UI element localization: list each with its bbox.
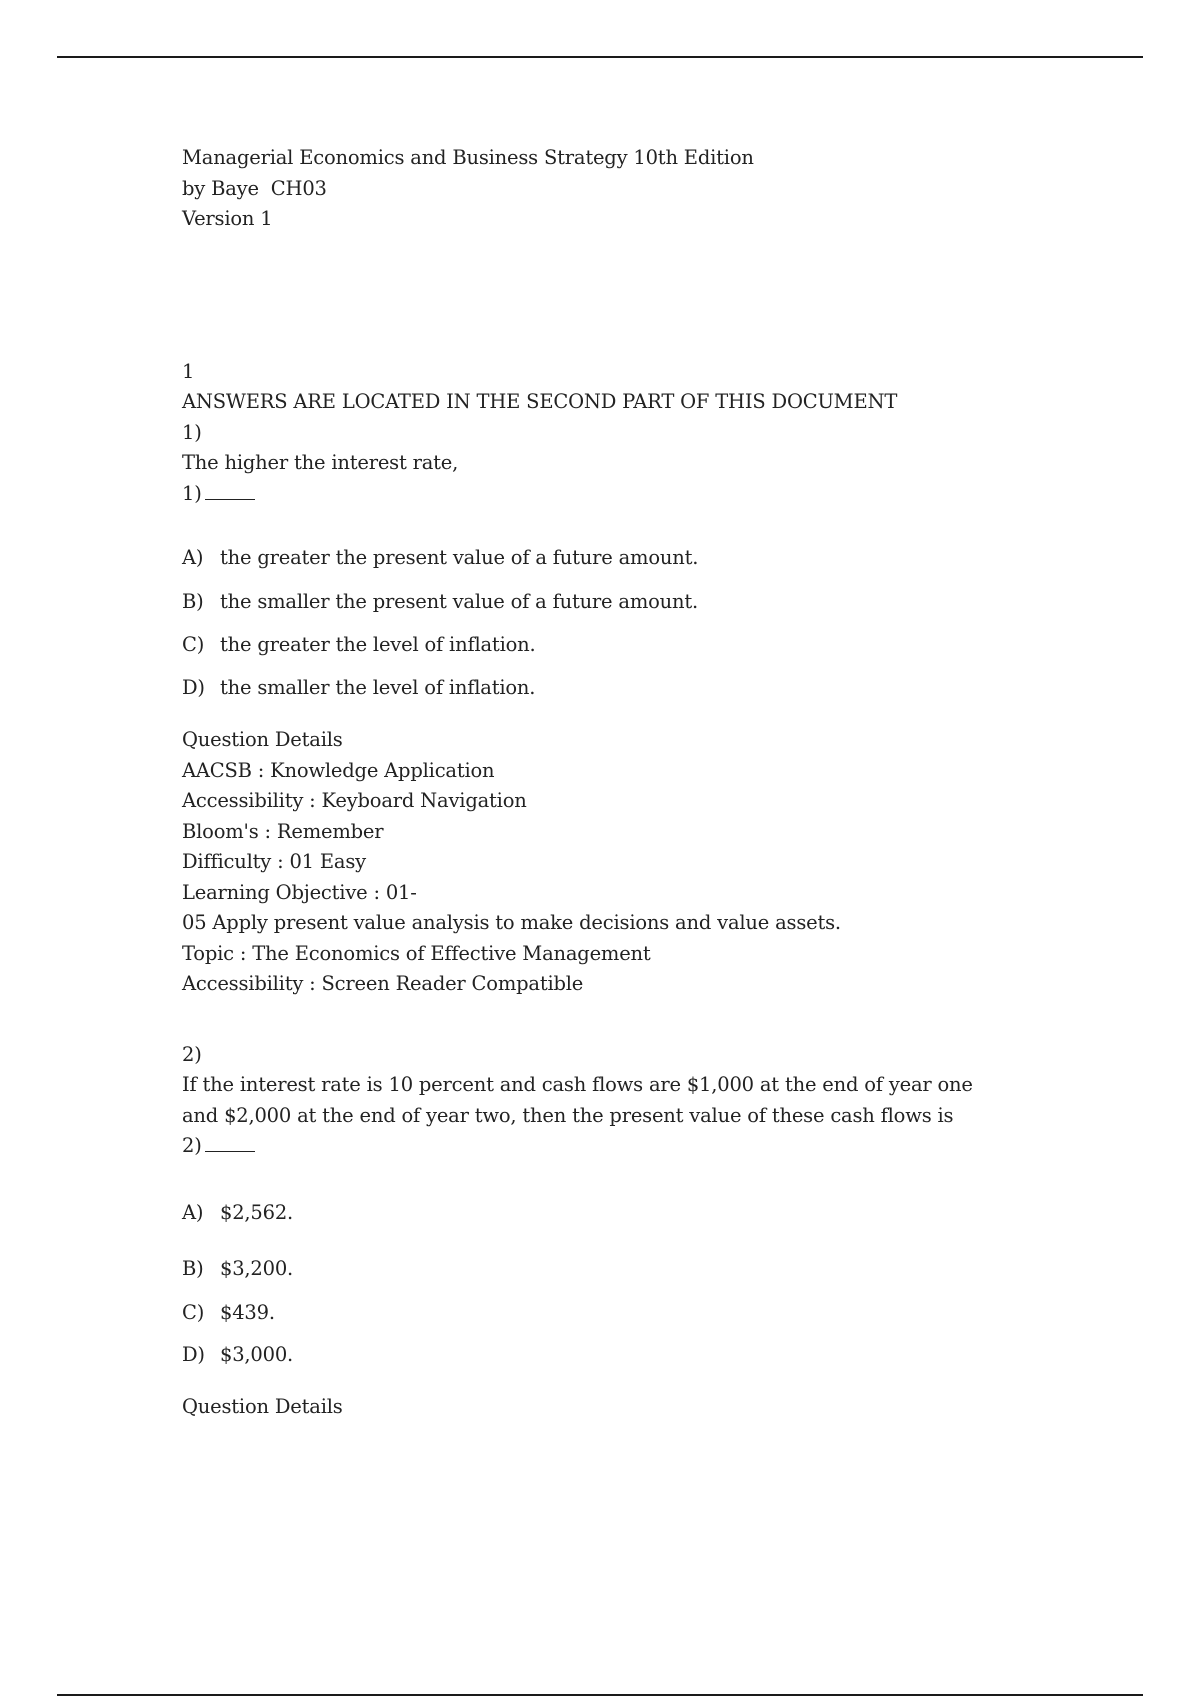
question-number: 2) [182,1042,202,1066]
choice-c [182,1298,1062,1328]
detail-topic: Topic : The Economics of Effective Management [182,941,651,965]
choice-text: $439. [220,1300,275,1324]
question-details [182,725,1062,1000]
choice-text: the smaller the present value of a future amount. [220,590,699,613]
choice-text: the greater the level of inflation. [220,633,536,656]
question-2 [182,1040,1062,1423]
choice-letter: B) [182,590,204,613]
question-prompt: If the interest rate is 10 percent and cash flows are $1,000 at the end of year one and $2,000 at the end of year two, then the present value of these cash flows is [182,1073,973,1127]
answers-notice: ANSWERS ARE LOCATED IN THE SECOND PART OF THIS DOCUMENT [182,390,898,413]
choice-letter: D) [182,1342,205,1366]
choice-d [182,1340,1062,1370]
answer-label: 1) [182,481,202,505]
answer-blank-row [182,1131,1062,1162]
bottom-rule [57,1694,1143,1696]
top-rule [57,56,1143,58]
document-author-chapter: by Baye CH03 [182,176,327,200]
choice-a [182,543,1062,573]
choice-letter: C) [182,1300,205,1324]
details-heading: Question Details [182,1394,343,1418]
details-heading: Question Details [182,728,343,751]
detail-accessibility-keyboard: Accessibility : Keyboard Navigation [182,789,527,812]
choice-list [182,543,1062,703]
detail-learning-objective-text: 05 Apply present value analysis to make decisions and value assets. [182,911,841,934]
choice-text: $3,000. [220,1342,294,1366]
choice-letter: A) [182,1200,204,1224]
document-body [182,143,1062,1422]
choice-b [182,587,1062,617]
document-title: Managerial Economics and Business Strategy 10th Edition [182,146,754,169]
choice-text: the greater the present value of a future amount. [220,546,699,569]
answer-blank [205,1150,255,1152]
choice-text: $2,562. [220,1200,294,1224]
choice-letter: D) [182,676,205,699]
detail-accessibility-screen-reader: Accessibility : Screen Reader Compatible [182,972,584,995]
document-version: Version 1 [182,207,273,230]
choice-list [182,1198,1062,1370]
question-1 [182,418,1062,1000]
answer-blank-row [182,479,1062,510]
question-prompt: The higher the interest rate, [182,451,459,474]
question-number: 1) [182,420,202,444]
choice-c [182,630,1062,660]
choice-b [182,1254,1062,1284]
choice-letter: A) [182,546,204,569]
question-details [182,1392,1062,1423]
choice-letter: B) [182,1256,204,1280]
section-number: 1 [182,359,195,383]
choice-a [182,1198,1062,1228]
choice-text: the smaller the level of inflation. [220,676,536,699]
answer-label: 2) [182,1134,202,1157]
choice-text: $3,200. [220,1256,294,1280]
detail-difficulty: Difficulty : 01 Easy [182,850,366,873]
detail-blooms: Bloom's : Remember [182,819,384,843]
choice-letter: C) [182,633,205,656]
detail-learning-objective: Learning Objective : 01- [182,880,417,904]
answer-blank [205,498,255,500]
detail-aacsb: AACSB : Knowledge Application [182,758,495,782]
choice-d [182,673,1062,703]
